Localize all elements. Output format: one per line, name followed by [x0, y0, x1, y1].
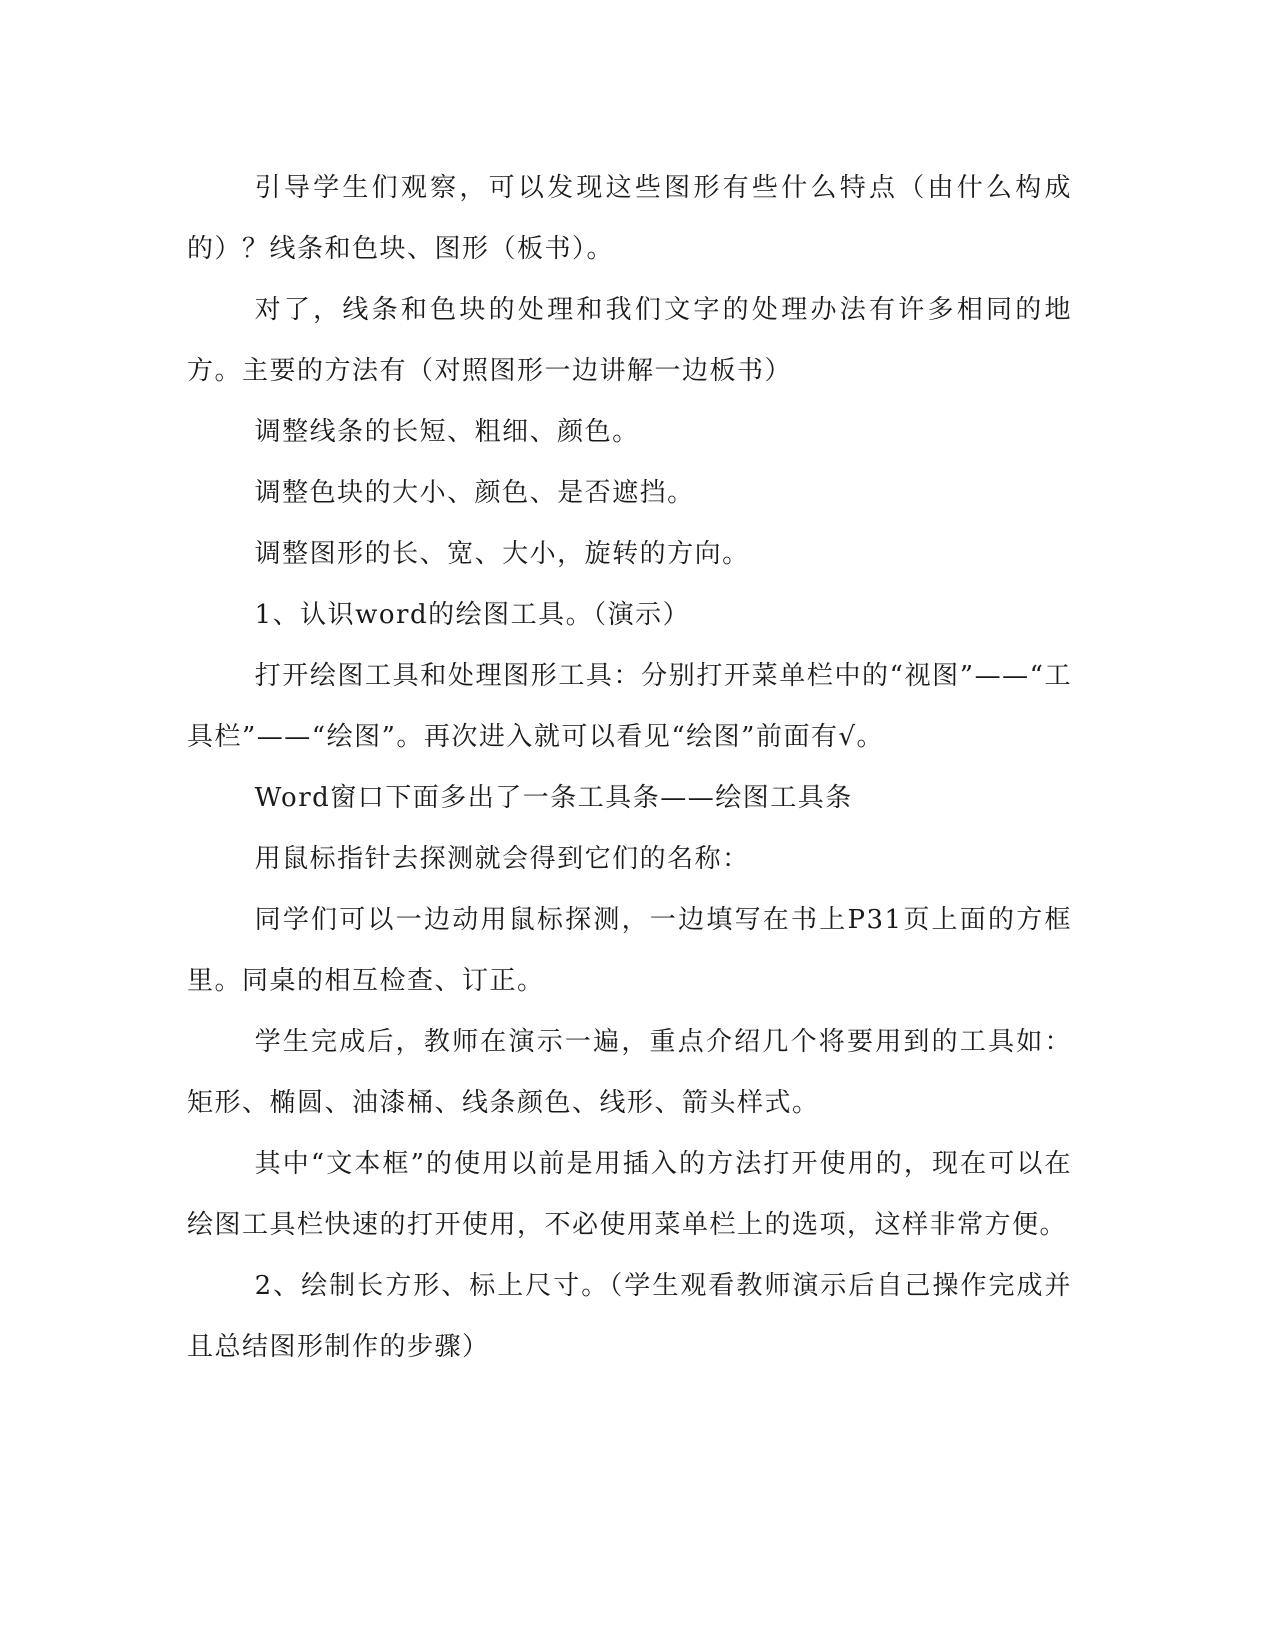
paragraph-teacher-demo: 学生完成后，教师在演示一遍，重点介绍几个将要用到的工具如：矩形、椭圆、油漆桶、线条颜色、线形、箭头样式。 — [187, 1027, 1072, 1118]
paragraph-drawing-toolbar: Word窗口下面多出了一条工具条——绘图工具条 — [254, 783, 853, 813]
paragraph-text-box: 其中“文本框”的使用以前是用插入的方法打开使用的，现在可以在绘图工具栏快速的打开使用，不必使用菜单栏上的选项，这样非常方便。 — [187, 1149, 1072, 1240]
document-body — [187, 158, 1072, 1378]
paragraph-open-drawing-tools: 打开绘图工具和处理图形工具：分别打开菜单栏中的“视图”——“工具栏”——“绘图”。再次进入就可以看见“绘图”前面有√。 — [187, 661, 1072, 752]
paragraph-processing-methods: 对了，线条和色块的处理和我们文字的处理办法有许多相同的地方。主要的方法有（对照图形一边讲解一边板书） — [187, 295, 1072, 386]
paragraph-step-1-heading: 1、认识word的绘图工具。（演示） — [254, 600, 691, 630]
paragraph-fill-in-book: 同学们可以一边动用鼠标探测，一边填写在书上P31页上面的方框里。同桌的相互检查、订正。 — [187, 905, 1072, 996]
paragraph-adjust-shapes: 调整图形的长、宽、大小，旋转的方向。 — [254, 539, 750, 569]
paragraph-observe-shapes: 引导学生们观察，可以发现这些图形有些什么特点（由什么构成的）？线条和色块、图形（板书）。 — [187, 173, 1072, 264]
paragraph-mouse-probe: 用鼠标指针去探测就会得到它们的名称： — [254, 844, 750, 874]
paragraph-step-2-heading: 2、绘制长方形、标上尺寸。（学生观看教师演示后自己操作完成并且总结图形制作的步骤） — [187, 1271, 1072, 1362]
paragraph-adjust-blocks: 调整色块的大小、颜色、是否遮挡。 — [254, 478, 695, 508]
paragraph-adjust-lines: 调整线条的长短、粗细、颜色。 — [254, 417, 640, 447]
